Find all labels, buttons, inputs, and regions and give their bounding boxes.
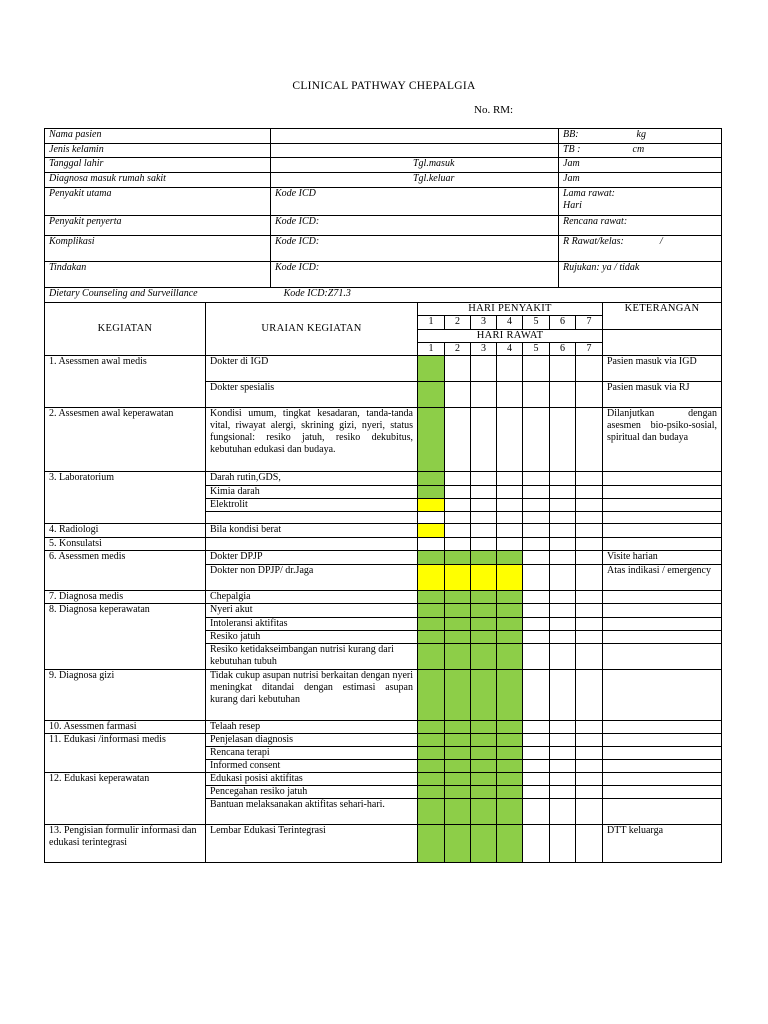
day-cell[interactable] [550,565,576,591]
day-cell[interactable] [523,721,550,734]
day-cell[interactable] [523,799,550,825]
uraian-8d: Resiko ketidakseimbangan nutrisi kurang dari kebutuhan tubuh [206,644,418,670]
kode-icd-tindakan-field[interactable]: Kode ICD: [271,262,559,288]
day-cell[interactable] [471,760,497,773]
hr-day-2: 2 [445,343,471,356]
no-rm-label: No. RM: [474,104,514,116]
keterangan-8a [603,604,722,618]
kegiatan-2: 2. Assesmen awal keperawatan [45,408,206,472]
day-cell[interactable] [576,524,603,538]
kode-icd-penyerta-field[interactable]: Kode ICD: [271,216,559,236]
day-cell[interactable] [471,538,497,551]
jenis-kelamin-label: Jenis kelamin [45,144,271,158]
hr-day-5: 5 [523,343,550,356]
day-cell[interactable] [550,499,576,512]
day-cell[interactable] [523,644,550,670]
kegiatan-10: 10. Asessmen farmasi [45,721,206,734]
uraian-12a: Edukasi posisi aktifitas [206,773,418,786]
keterangan-11b [603,747,722,760]
hp-day-2: 2 [445,316,471,330]
day-cell[interactable] [497,721,523,734]
day-cell[interactable] [497,734,523,747]
day-cell[interactable] [445,499,471,512]
day-cell[interactable] [418,499,445,512]
day-cell[interactable] [497,825,523,863]
day-cell[interactable] [576,747,603,760]
day-cell[interactable] [576,565,603,591]
day-cell[interactable] [550,472,576,486]
day-cell[interactable] [550,524,576,538]
day-cell[interactable] [445,760,471,773]
day-cell[interactable] [497,799,523,825]
day-cell[interactable] [471,382,497,408]
jenis-kelamin-field[interactable] [271,144,559,158]
kegiatan-header: KEGIATAN [45,303,206,356]
tgl-masuk-field[interactable]: Tgl.masuk [271,158,559,173]
hr-day-6: 6 [550,343,576,356]
day-cell[interactable] [576,825,603,863]
hp-day-3: 3 [471,316,497,330]
hp-day-7: 7 [576,316,603,330]
keterangan-header-blank [603,330,722,356]
day-cell[interactable] [471,356,497,382]
day-cell[interactable] [576,773,603,786]
day-cell[interactable] [550,618,576,631]
day-cell[interactable] [418,734,445,747]
rujukan-field[interactable]: Rujukan: ya / tidak [559,262,722,288]
day-cell[interactable] [576,786,603,799]
keterangan-2: Dilanjutkan dengan asesmen bio-psiko-sosial, spiritual dan budaya [603,408,722,472]
lama-rawat-field[interactable]: Lama rawat: Hari [559,188,722,216]
day-cell[interactable] [471,631,497,644]
dietary-row: Dietary Counseling and Surveillance Kode ICD:Z71.3 [45,288,722,303]
keterangan-header: KETERANGAN [603,303,722,330]
day-cell[interactable] [445,747,471,760]
day-cell[interactable] [445,356,471,382]
day-cell[interactable] [418,524,445,538]
day-cell[interactable] [497,618,523,631]
day-cell[interactable] [523,499,550,512]
day-cell[interactable] [576,382,603,408]
hr-day-4: 4 [497,343,523,356]
uraian-8a: Nyeri akut [206,604,418,618]
tgl-keluar-field[interactable]: Tgl.keluar [271,173,559,188]
hp-day-5: 5 [523,316,550,330]
day-cell[interactable] [523,356,550,382]
uraian-1b: Dokter spesialis [206,382,418,408]
day-cell[interactable] [418,670,445,721]
day-cell[interactable] [497,565,523,591]
keterangan-11a [603,734,722,747]
day-cell[interactable] [576,721,603,734]
uraian-8b: Intoleransi aktifitas [206,618,418,631]
day-cell[interactable] [523,486,550,499]
day-cell[interactable] [445,631,471,644]
day-cell[interactable] [418,825,445,863]
kegiatan-9: 9. Diagnosa gizi [45,670,206,721]
uraian-header: URAIAN KEGIATAN [206,303,418,356]
day-cell[interactable] [576,538,603,551]
day-cell[interactable] [497,604,523,618]
day-cell[interactable] [576,472,603,486]
kegiatan-1: 1. Asessmen awal medis [45,356,206,408]
keterangan-3b [603,486,722,499]
day-cell[interactable] [523,760,550,773]
keterangan-1b: Pasien masuk via RJ [603,382,722,408]
day-cell[interactable] [418,591,445,604]
day-cell[interactable] [550,786,576,799]
day-cell[interactable] [550,591,576,604]
day-cell[interactable] [471,565,497,591]
jam-masuk-field[interactable]: Jam [559,158,722,173]
keterangan-8c [603,631,722,644]
diagnosa-masuk-label: Diagnosa masuk rumah sakit [45,173,271,188]
day-cell[interactable] [445,382,471,408]
day-cell[interactable] [445,565,471,591]
day-cell[interactable] [523,786,550,799]
uraian-2: Kondisi umum, tingkat kesadaran, tanda-tanda vital, riwayat alergi, skrining gizi, nyeri, status fungsional: resiko jatuh, resiko dekubitus, kebutuhan edukasi dan budaya. [206,408,418,472]
day-cell[interactable] [523,670,550,721]
day-cell[interactable] [576,499,603,512]
hari-penyakit-header: HARI PENYAKIT [418,303,603,316]
uraian-6b: Dokter non DPJP/ dr.Jaga [206,565,418,591]
day-cell[interactable] [497,670,523,721]
day-cell[interactable] [445,591,471,604]
day-cell[interactable] [471,773,497,786]
day-cell[interactable] [523,512,550,524]
day-cell[interactable] [497,631,523,644]
hp-day-6: 6 [550,316,576,330]
day-cell[interactable] [445,408,471,472]
day-cell[interactable] [523,734,550,747]
day-cell[interactable] [576,734,603,747]
uraian-7: Chepalgia [206,591,418,604]
day-cell[interactable] [471,670,497,721]
uraian-5 [206,538,418,551]
day-cell[interactable] [471,604,497,618]
penyakit-utama-label: Penyakit utama [45,188,271,216]
day-cell[interactable] [445,644,471,670]
uraian-11c: Informed consent [206,760,418,773]
day-cell[interactable] [418,644,445,670]
day-cell[interactable] [550,825,576,863]
kegiatan-5: 5. Konsulatsi [45,538,206,551]
day-cell[interactable] [523,773,550,786]
day-cell[interactable] [418,760,445,773]
day-cell[interactable] [418,565,445,591]
day-cell[interactable] [445,538,471,551]
day-cell[interactable] [576,670,603,721]
kegiatan-4: 4. Radiologi [45,524,206,538]
keterangan-9 [603,670,722,721]
day-cell[interactable] [471,618,497,631]
uraian-4: Bila kondisi berat [206,524,418,538]
day-cell[interactable] [497,551,523,565]
kegiatan-7: 7. Diagnosa medis [45,591,206,604]
day-cell[interactable] [445,524,471,538]
day-cell[interactable] [576,644,603,670]
day-cell[interactable] [523,551,550,565]
day-cell[interactable] [497,486,523,499]
keterangan-8b [603,618,722,631]
day-cell[interactable] [445,786,471,799]
uraian-3c: Elektrolit [206,499,418,512]
day-cell[interactable] [523,604,550,618]
day-cell[interactable] [550,604,576,618]
day-cell[interactable] [550,747,576,760]
day-cell[interactable] [445,472,471,486]
kegiatan-6: 6. Asessmen medis [45,551,206,591]
day-cell[interactable] [471,825,497,863]
day-cell[interactable] [576,551,603,565]
uraian-13: Lembar Edukasi Terintegrasi [206,825,418,863]
keterangan-8d [603,644,722,670]
rencana-rawat-field[interactable]: Rencana rawat: [559,216,722,236]
day-cell[interactable] [576,760,603,773]
day-cell[interactable] [550,538,576,551]
uraian-3a: Darah rutin,GDS, [206,472,418,486]
keterangan-3a [603,472,722,486]
keterangan-12b [603,786,722,799]
day-cell[interactable] [471,747,497,760]
hari-rawat-header: HARI RAWAT [418,330,603,343]
bb-field[interactable]: BB: kg [559,129,722,144]
jam-keluar-field[interactable]: Jam [559,173,722,188]
keterangan-11c [603,760,722,773]
day-cell[interactable] [418,747,445,760]
day-cell[interactable] [523,382,550,408]
keterangan-12a [603,773,722,786]
day-cell[interactable] [497,591,523,604]
day-cell[interactable] [445,825,471,863]
ruang-rawat-field[interactable]: R Rawat/kelas: / [559,236,722,262]
day-cell[interactable] [550,644,576,670]
uraian-6a: Dokter DPJP [206,551,418,565]
day-cell[interactable] [550,721,576,734]
day-cell[interactable] [497,644,523,670]
day-cell[interactable] [471,591,497,604]
komplikasi-label: Komplikasi [45,236,271,262]
day-cell[interactable] [497,538,523,551]
kode-icd-komplikasi-field[interactable]: Kode ICD: [271,236,559,262]
day-cell[interactable] [497,760,523,773]
keterangan-6a: Visite harian [603,551,722,565]
day-cell[interactable] [445,799,471,825]
day-cell[interactable] [471,408,497,472]
day-cell[interactable] [550,799,576,825]
day-cell[interactable] [418,721,445,734]
day-cell[interactable] [576,799,603,825]
day-cell[interactable] [471,721,497,734]
uraian-11b: Rencana terapi [206,747,418,760]
keterangan-4 [603,524,722,538]
day-cell[interactable] [550,512,576,524]
day-cell[interactable] [418,551,445,565]
day-cell[interactable] [445,721,471,734]
day-cell[interactable] [418,773,445,786]
keterangan-13: DTT keluarga [603,825,722,863]
uraian-3b: Kimia darah [206,486,418,499]
day-cell[interactable] [523,472,550,486]
day-cell[interactable] [471,524,497,538]
keterangan-12c [603,799,722,825]
nama-pasien-field[interactable] [271,129,559,144]
day-cell[interactable] [418,538,445,551]
tanggal-lahir-label: Tanggal lahir [45,158,271,173]
day-cell[interactable] [471,512,497,524]
kegiatan-13: 13. Pengisian formulir informasi dan edukasi terintegrasi [45,825,206,863]
day-cell[interactable] [550,734,576,747]
day-cell[interactable] [523,747,550,760]
day-cell[interactable] [418,486,445,499]
hp-day-4: 4 [497,316,523,330]
nama-pasien-label: Nama pasien [45,129,271,144]
day-cell[interactable] [576,631,603,644]
patient-header-table [44,128,722,303]
day-cell[interactable] [471,551,497,565]
day-cell[interactable] [445,486,471,499]
keterangan-5 [603,538,722,551]
day-cell[interactable] [418,618,445,631]
day-cell[interactable] [418,799,445,825]
kegiatan-8: 8. Diagnosa keperawatan [45,604,206,670]
day-cell[interactable] [550,631,576,644]
day-cell[interactable] [418,631,445,644]
day-cell[interactable] [445,618,471,631]
day-cell[interactable] [523,408,550,472]
day-cell[interactable] [418,472,445,486]
day-cell[interactable] [523,538,550,551]
day-cell[interactable] [418,408,445,472]
uraian-1a: Dokter di IGD [206,356,418,382]
day-cell[interactable] [523,565,550,591]
day-cell[interactable] [445,512,471,524]
keterangan-3c [603,499,722,512]
kode-icd-utama-field[interactable]: Kode ICD [271,188,559,216]
day-cell[interactable] [471,644,497,670]
day-cell[interactable] [550,382,576,408]
day-cell[interactable] [576,486,603,499]
page-title: CLINICAL PATHWAY CHEPALGIA [292,80,476,92]
day-cell[interactable] [418,512,445,524]
day-cell[interactable] [576,408,603,472]
hr-day-1: 1 [418,343,445,356]
keterangan-10 [603,721,722,734]
day-cell[interactable] [550,773,576,786]
kegiatan-11: 11. Edukasi /informasi medis [45,734,206,773]
day-cell[interactable] [550,408,576,472]
day-cell[interactable] [497,408,523,472]
hr-day-7: 7 [576,343,603,356]
kegiatan-3: 3. Laboratorium [45,472,206,524]
kegiatan-12: 12. Edukasi keperawatan [45,773,206,825]
day-cell[interactable] [497,382,523,408]
day-cell[interactable] [576,604,603,618]
penyakit-penyerta-label: Penyakit penyerta [45,216,271,236]
uraian-9: Tidak cukup asupan nutrisi berkaitan dengan nyeri meningkat ditandai dengan estimasi asupan kurang dari kebutuhan [206,670,418,721]
day-cell[interactable] [497,472,523,486]
day-cell[interactable] [445,734,471,747]
day-cell[interactable] [418,382,445,408]
uraian-8c: Resiko jatuh [206,631,418,644]
day-cell[interactable] [418,356,445,382]
day-cell[interactable] [497,773,523,786]
day-cell[interactable] [471,734,497,747]
day-cell[interactable] [550,356,576,382]
day-cell[interactable] [445,604,471,618]
uraian-12b: Pencegahan resiko jatuh [206,786,418,799]
day-cell[interactable] [471,486,497,499]
day-cell[interactable] [471,499,497,512]
day-cell[interactable] [497,356,523,382]
hp-day-1: 1 [418,316,445,330]
uraian-12c: Bantuan melaksanakan aktifitas sehari-hari. [206,799,418,825]
day-cell[interactable] [523,591,550,604]
day-cell[interactable] [523,825,550,863]
keterangan-6b: Atas indikasi / emergency [603,565,722,591]
day-cell[interactable] [550,760,576,773]
tb-field[interactable]: TB : cm [559,144,722,158]
keterangan-7 [603,591,722,604]
day-cell[interactable] [576,618,603,631]
day-cell[interactable] [445,773,471,786]
day-cell[interactable] [576,512,603,524]
day-cell[interactable] [497,512,523,524]
day-cell[interactable] [497,786,523,799]
day-cell[interactable] [497,499,523,512]
day-cell[interactable] [445,551,471,565]
day-cell[interactable] [418,786,445,799]
day-cell[interactable] [523,618,550,631]
day-cell[interactable] [523,524,550,538]
day-cell[interactable] [471,472,497,486]
day-cell[interactable] [576,356,603,382]
uraian-11a: Penjelasan diagnosis [206,734,418,747]
day-cell[interactable] [576,591,603,604]
day-cell[interactable] [497,747,523,760]
day-cell[interactable] [418,604,445,618]
day-cell[interactable] [550,551,576,565]
day-cell[interactable] [471,786,497,799]
pathway-table [44,302,722,863]
uraian-3d [206,512,418,524]
day-cell[interactable] [523,631,550,644]
day-cell[interactable] [550,486,576,499]
tindakan-label: Tindakan [45,262,271,288]
uraian-10: Telaah resep [206,721,418,734]
keterangan-3d [603,512,722,524]
day-cell[interactable] [445,670,471,721]
day-cell[interactable] [497,524,523,538]
day-cell[interactable] [471,799,497,825]
hr-day-3: 3 [471,343,497,356]
keterangan-1a: Pasien masuk via IGD [603,356,722,382]
day-cell[interactable] [550,670,576,721]
